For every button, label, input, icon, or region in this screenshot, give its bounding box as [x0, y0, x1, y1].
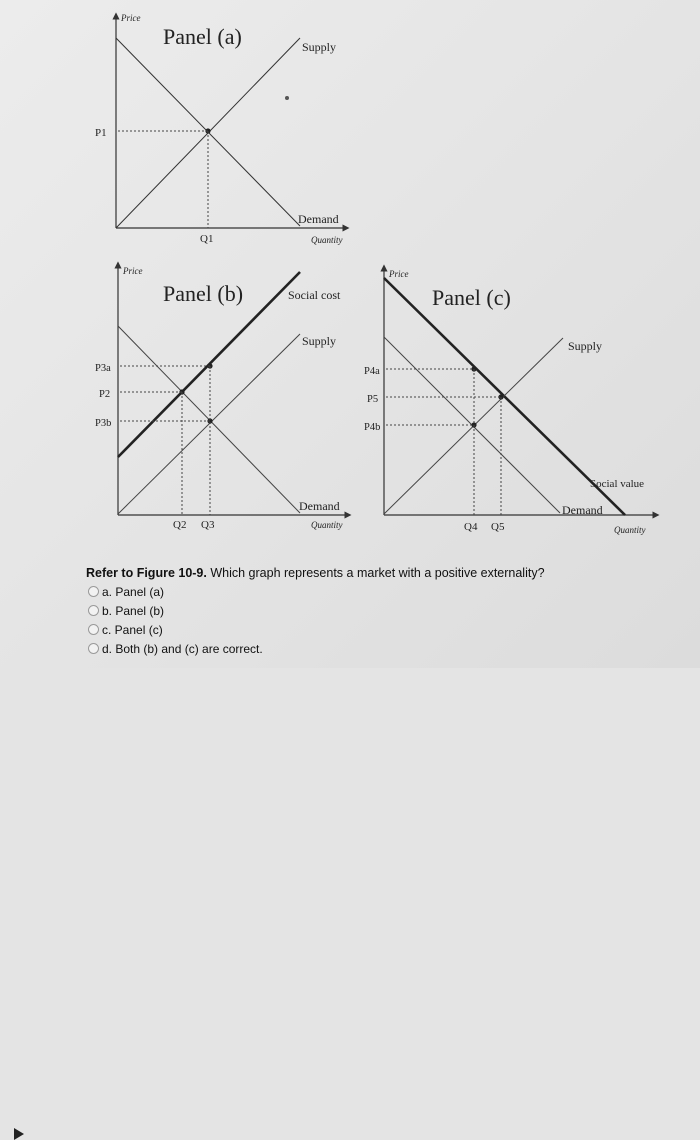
answer-options — [88, 582, 263, 658]
panel-c-price-label: Price — [389, 269, 409, 279]
panel-b-social-cost-label: Social cost — [288, 288, 341, 302]
panel-b-p3b-label: P3b — [95, 418, 112, 429]
panel-b-q3-label: Q3 — [201, 519, 215, 531]
panel-b-q2-label: Q2 — [173, 519, 187, 531]
panel-c-p5-label: P5 — [367, 394, 379, 405]
option-d[interactable] — [88, 639, 263, 658]
panel-b-p2-label: P2 — [99, 389, 111, 400]
panel-c-quantity-label: Quantity — [614, 525, 646, 535]
panel-a-quantity-label: Quantity — [311, 235, 343, 245]
option-a[interactable] — [88, 582, 263, 601]
panel-b — [95, 265, 348, 531]
panel-c-q4-label: Q4 — [464, 521, 478, 533]
panel-c-p4a-label: P4a — [364, 366, 380, 377]
panel-c-social-value-line — [384, 278, 625, 515]
panel-a-supply-label: Supply — [302, 40, 337, 54]
question-reference: Refer to Figure 10-9. — [86, 566, 207, 580]
panel-b-supply-line — [118, 334, 300, 514]
option-c-label: c. Panel (c) — [102, 622, 163, 637]
question-prompt: Which graph represents a market with a positive externality? — [210, 566, 545, 580]
panel-c-supply-label: Supply — [568, 339, 603, 353]
panel-c-q5-label: Q5 — [491, 521, 505, 533]
panel-a — [95, 13, 346, 245]
radio-button-icon[interactable] — [88, 605, 99, 616]
panel-a-demand-label: Demand — [298, 212, 339, 226]
figure-10-9 — [0, 0, 700, 560]
panel-c-social-value-label: Social value — [590, 478, 645, 490]
option-d-label: d. Both (b) and (c) are correct. — [102, 641, 263, 656]
panel-b-supply-label: Supply — [302, 334, 337, 348]
option-a-label: a. Panel (a) — [102, 584, 165, 599]
panel-a-price-label: Price — [121, 13, 141, 23]
panel-a-stray-dot — [285, 96, 289, 100]
option-b[interactable] — [88, 601, 263, 620]
play-triangle-icon — [14, 1128, 24, 1140]
panel-b-demand-label: Demand — [299, 499, 340, 513]
panel-b-quantity-label: Quantity — [311, 520, 343, 530]
radio-button-icon[interactable] — [88, 624, 99, 635]
panel-c — [364, 268, 656, 535]
option-c[interactable] — [88, 620, 263, 639]
option-b-label: b. Panel (b) — [102, 603, 165, 618]
panel-c-demand-label: Demand — [562, 503, 603, 517]
radio-button-icon[interactable] — [88, 643, 99, 654]
panel-a-p1-label: P1 — [95, 127, 107, 139]
panel-b-title: Panel (b) — [163, 281, 244, 306]
panel-c-p4b-label: P4b — [364, 422, 381, 433]
panel-c-title: Panel (c) — [432, 285, 511, 310]
panel-a-title: Panel (a) — [163, 24, 242, 49]
radio-button-icon[interactable] — [88, 586, 99, 597]
question-toggle[interactable] — [0, 560, 40, 590]
question-text — [86, 566, 545, 580]
panel-b-price-label: Price — [123, 266, 143, 276]
panel-a-q1-label: Q1 — [200, 233, 214, 245]
panel-b-p3a-label: P3a — [95, 363, 111, 374]
